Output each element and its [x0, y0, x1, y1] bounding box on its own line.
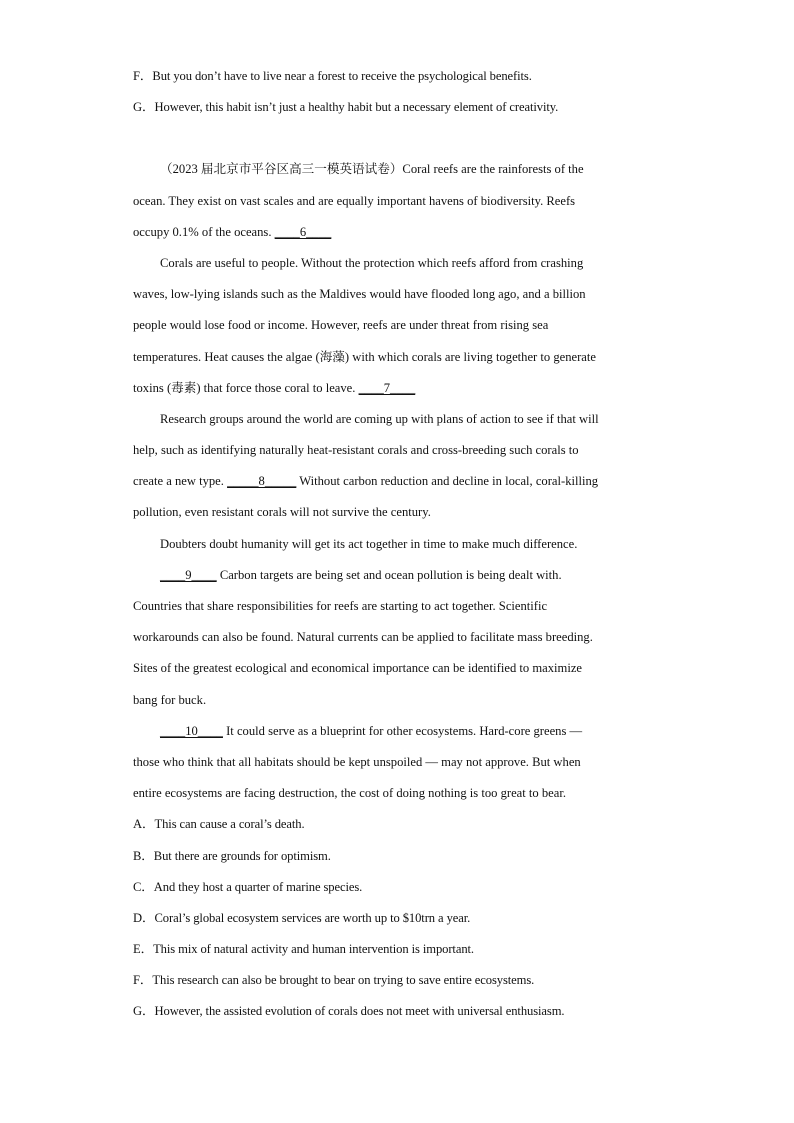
- option-letter: F．: [133, 69, 153, 83]
- passage-line: （2023 届北京市平谷区高三一模英语试卷）Coral reefs are the rainforests of the: [160, 162, 584, 177]
- blank-6: ____6____: [274, 224, 332, 239]
- passage-line: Sites of the greatest ecological and economical importance can be identified to maximize: [133, 661, 583, 676]
- passage-line: Countries that share responsibilities for reefs are starting to act together. Scientific: [133, 599, 548, 613]
- passage-line: [133, 378, 653, 409]
- passage-line: [133, 471, 653, 502]
- option-text: Coral’s global ecosystem services are worth up to $10trn a year.: [154, 910, 471, 925]
- passage-line: help, such as identifying naturally heat-resistant corals and cross-breeding such corals to: [133, 443, 579, 458]
- passage-line: workarounds can also be found. Natural currents can be applied to facilitate mass breeding.: [133, 630, 593, 645]
- option-g-top: [133, 97, 653, 128]
- passage-line: pollution, even resistant corals will not survive the century.: [133, 505, 431, 520]
- section-gap: [133, 128, 653, 159]
- option-text: This mix of natural activity and human intervention is important.: [153, 942, 474, 957]
- option-g: [133, 1001, 653, 1032]
- passage-text: occupy 0.1% of the oceans.: [133, 224, 275, 239]
- passage-line: ocean. They exist on vast scales and are equally important havens of biodiversity. Reefs: [133, 193, 576, 208]
- passage-text: Carbon targets are being set and ocean pollution is being dealt with.: [216, 567, 562, 582]
- passage-line: people would lose food or income. However, reefs are under threat from rising sea: [133, 318, 549, 333]
- option-f: [133, 970, 653, 1001]
- option-b: [133, 846, 653, 877]
- option-text: This research can also be brought to bear on trying to save entire ecosystems.: [152, 973, 535, 988]
- passage-line: bang for buck.: [133, 692, 207, 707]
- option-letter: G．: [133, 100, 155, 115]
- passage-line: temperatures. Heat causes the algae (海藻) with which corals are living together to generate: [133, 349, 596, 364]
- option-text: However, the assisted evolution of corals does not meet with universal enthusiasm.: [154, 1004, 565, 1019]
- passage-text: toxins (毒素) that force those coral to leave.: [133, 380, 359, 395]
- option-d: [133, 908, 653, 939]
- option-letter: B．: [133, 848, 154, 863]
- option-letter: E．: [133, 942, 154, 957]
- document-page: [133, 66, 653, 1033]
- passage-line: [133, 222, 653, 253]
- option-a: [133, 814, 653, 845]
- passage-line: [133, 721, 653, 752]
- passage-text: It could serve as a blueprint for other ecosystems. Hard-core greens —: [222, 723, 583, 738]
- passage-line: [133, 565, 653, 596]
- option-letter: A．: [133, 817, 155, 832]
- blank-9: ____9____: [160, 567, 217, 582]
- blank-8: _____8_____: [227, 474, 297, 489]
- option-text: However, this habit isn’t just a healthy habit but a necessary element of creativity.: [154, 100, 559, 115]
- passage-line: entire ecosystems are facing destruction, the cost of doing nothing is too great to bear.: [133, 786, 566, 801]
- blank-7: ____7____: [358, 380, 416, 395]
- option-text: But you don’t have to live near a forest to receive the psychological benefits.: [152, 69, 532, 83]
- option-letter: D．: [133, 910, 155, 925]
- passage-line: Doubters doubt humanity will get its act together in time to make much difference.: [160, 536, 578, 551]
- passage-line: waves, low-lying islands such as the Maldives would have flooded long ago, and a billion: [133, 287, 586, 302]
- option-text: This can cause a coral’s death.: [154, 817, 305, 832]
- option-c: [133, 877, 653, 908]
- option-letter: G．: [133, 1004, 155, 1019]
- passage-line: those who think that all habitats should be kept unspoiled — may not approve. But when: [133, 754, 581, 769]
- passage-line: Research groups around the world are coming up with plans of action to see if that will: [160, 411, 599, 426]
- blank-10: ____10____: [160, 723, 223, 738]
- option-f-top: [133, 66, 653, 97]
- option-letter: F．: [133, 973, 153, 988]
- option-letter: C．: [133, 879, 154, 894]
- passage-text: create a new type.: [133, 474, 228, 489]
- passage-text: Without carbon reduction and decline in local, coral-killing: [296, 474, 599, 489]
- option-text: But there are grounds for optimism.: [153, 848, 331, 863]
- passage-line: Corals are useful to people. Without the protection which reefs afford from crashing: [160, 255, 584, 270]
- option-text: And they host a quarter of marine species.: [153, 879, 363, 894]
- option-e: [133, 939, 653, 970]
